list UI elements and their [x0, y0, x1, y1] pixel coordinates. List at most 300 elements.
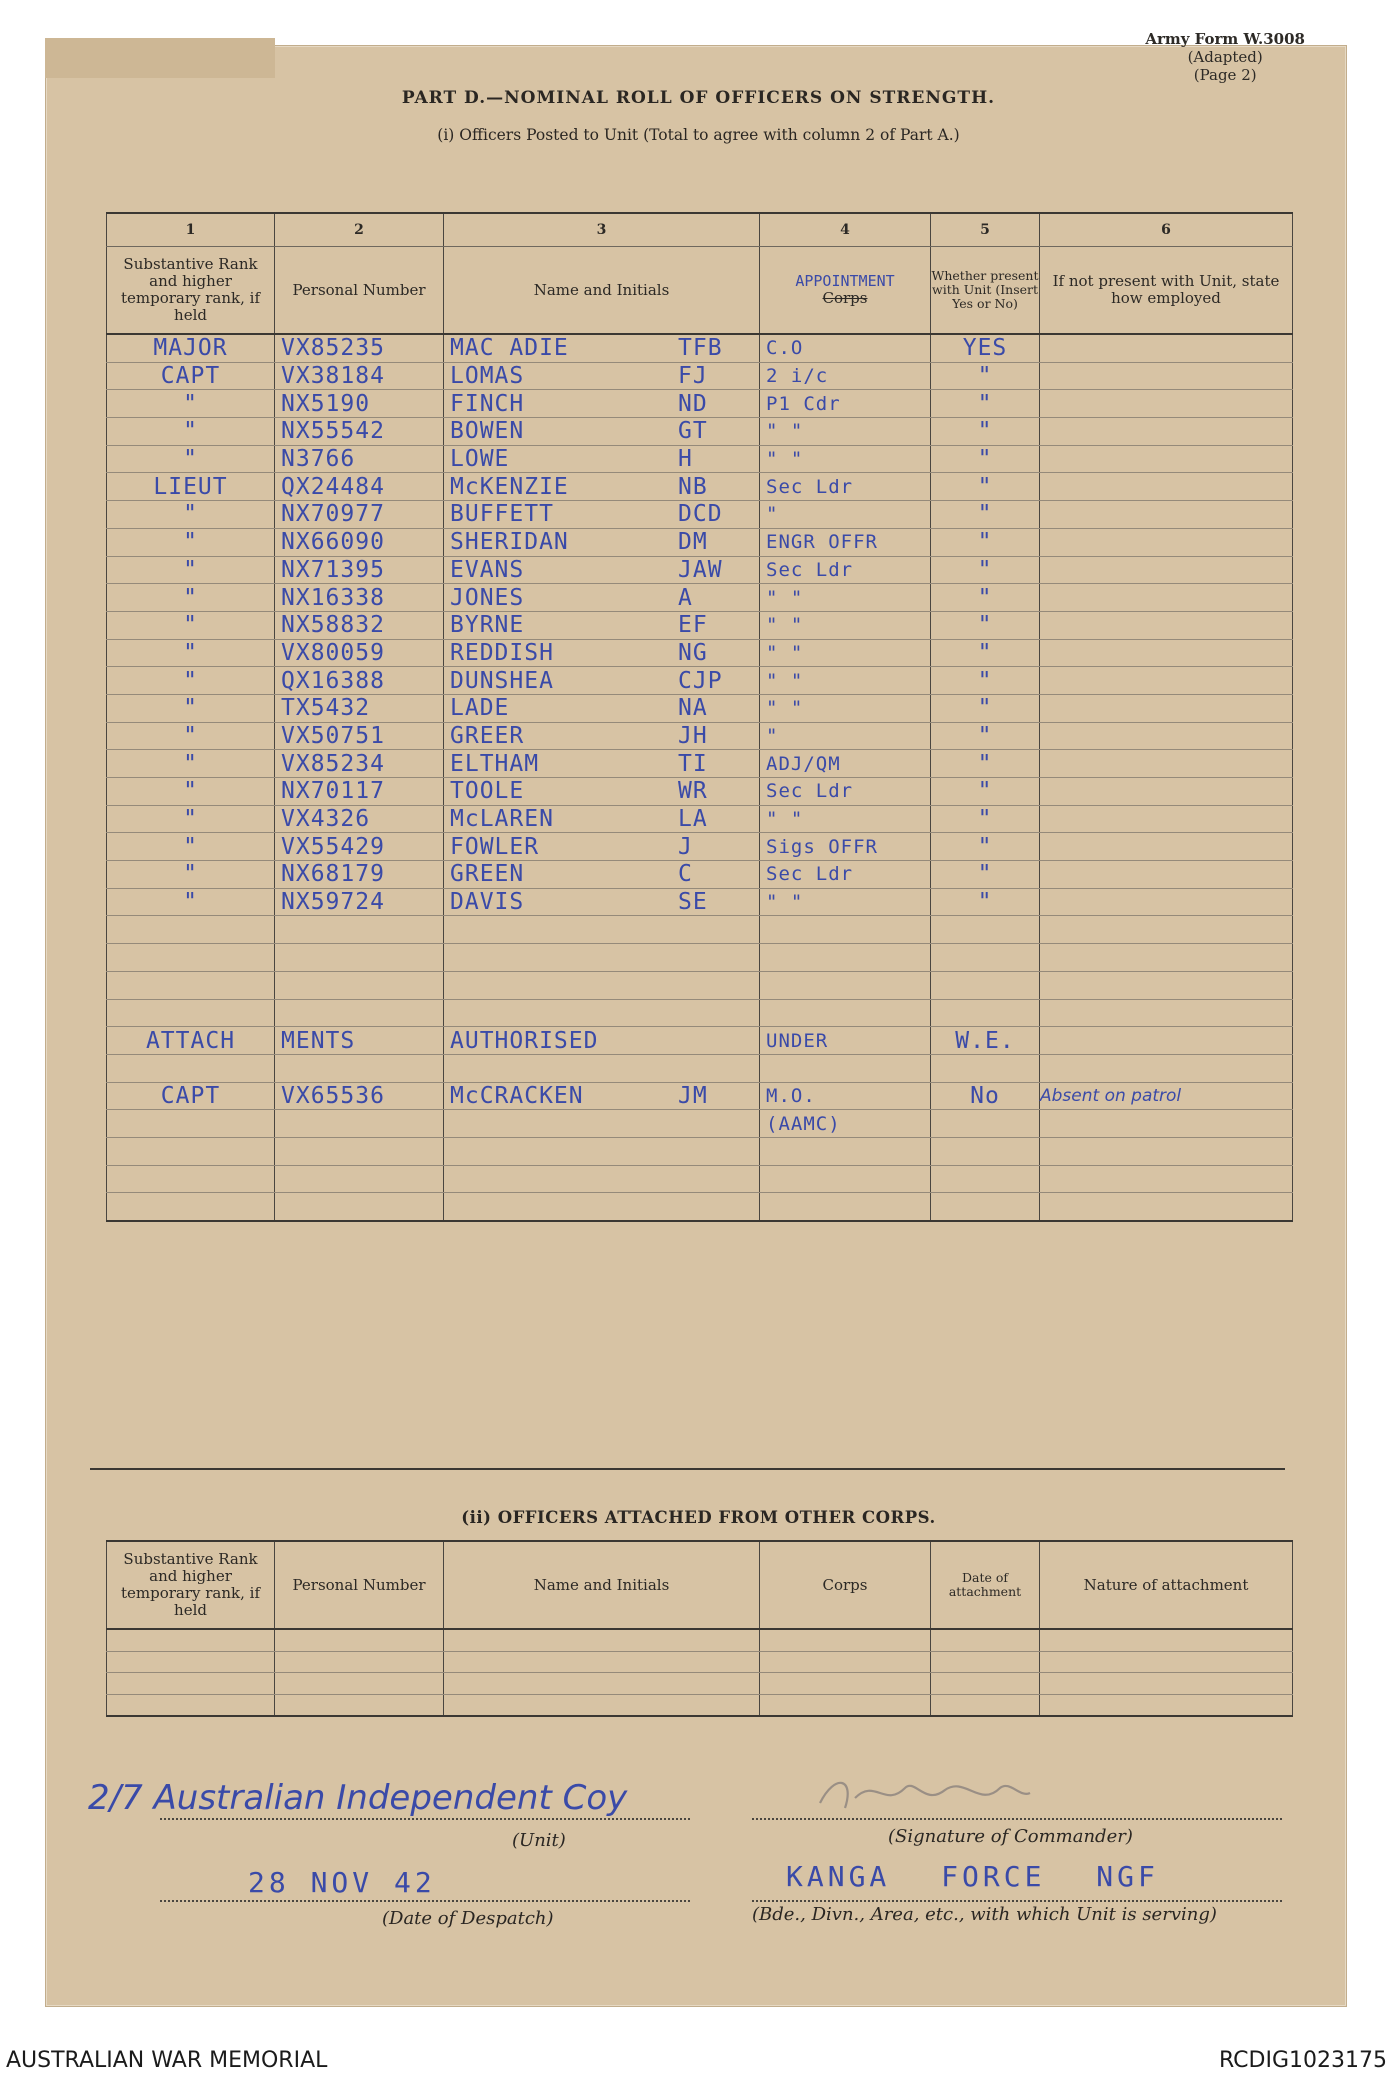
employed-cell: [1040, 473, 1293, 501]
name-value: BOWEN: [450, 418, 525, 445]
corps-cell: ": [760, 722, 931, 750]
corps-cell: " ": [760, 639, 931, 667]
employed-cell: [1040, 722, 1293, 750]
col-header-personal-number: Personal Number: [275, 247, 444, 335]
employed-cell: [1040, 861, 1293, 889]
rank-cell: [107, 1193, 275, 1221]
corps-cell: [760, 1165, 931, 1193]
employed-cell: [1040, 501, 1293, 529]
number-cell: NX70977: [275, 501, 444, 529]
table-row: [107, 750, 1293, 778]
employed-cell: [1040, 999, 1293, 1027]
name-cell: [444, 1110, 760, 1138]
employed-cell: [1040, 1137, 1293, 1165]
name-cell: [444, 584, 760, 612]
name-cell: [444, 1082, 760, 1110]
initials-value: J: [678, 833, 693, 860]
present-cell: ": [931, 888, 1040, 916]
rank-cell: ": [107, 390, 275, 418]
table-row: [107, 528, 1293, 556]
name-value: BYRNE: [450, 612, 525, 639]
col-number-6: 6: [1040, 213, 1293, 247]
initials-value: TFB: [678, 335, 723, 362]
name-cell: [444, 722, 760, 750]
number-cell: VX80059: [275, 639, 444, 667]
present-cell: [931, 1054, 1040, 1082]
name-cell: [444, 888, 760, 916]
corps-cell: Sec Ldr: [760, 861, 931, 889]
initials-value: DM: [678, 529, 708, 556]
present-cell: ": [931, 584, 1040, 612]
name-cell: [444, 362, 760, 390]
corps-cell: [760, 1137, 931, 1165]
date-dotted-line: [160, 1900, 690, 1902]
employed-cell: [1040, 584, 1293, 612]
officers-posted-table: [106, 212, 1293, 1222]
name-cell: [444, 750, 760, 778]
rank-cell: ": [107, 833, 275, 861]
present-cell: ": [931, 473, 1040, 501]
formation-caption: (Bde., Divn., Area, etc., with which Unit is serving): [752, 1904, 1217, 1925]
corps-cell: [760, 1193, 931, 1221]
corps-cell: " ": [760, 888, 931, 916]
number-cell: [275, 1110, 444, 1138]
employed-cell: [1040, 556, 1293, 584]
rank-cell: ATTACH: [107, 1027, 275, 1055]
name-value: EVANS: [450, 556, 525, 583]
credit-left: AUSTRALIAN WAR MEMORIAL: [6, 2048, 328, 2073]
employed-cell: [1040, 639, 1293, 667]
present-cell: ": [931, 833, 1040, 861]
name-value: BUFFETT: [450, 501, 554, 528]
att-header-name: Name and Initials: [444, 1541, 760, 1629]
rank-cell: ": [107, 888, 275, 916]
employed-cell: [1040, 528, 1293, 556]
table-row: [107, 1027, 1293, 1055]
table-row: [107, 418, 1293, 446]
table-row: [107, 833, 1293, 861]
col-header-name: Name and Initials: [444, 247, 760, 335]
table-row: [107, 888, 1293, 916]
unit-caption: (Unit): [512, 1830, 566, 1851]
corps-cell: ": [760, 501, 931, 529]
form-page: (Page 2): [1193, 66, 1257, 84]
name-cell: [444, 418, 760, 446]
name-value: SHERIDAN: [450, 529, 569, 556]
rank-cell: ": [107, 861, 275, 889]
name-value: GREER: [450, 722, 525, 749]
rank-cell: ": [107, 418, 275, 446]
initials-value: H: [678, 446, 693, 473]
initials-value: TI: [678, 750, 708, 777]
corps-cell: [760, 971, 931, 999]
number-cell: NX5190: [275, 390, 444, 418]
rank-cell: [107, 971, 275, 999]
table-row: [107, 861, 1293, 889]
attached-title: (ii) OFFICERS ATTACHED FROM OTHER CORPS.: [461, 1508, 936, 1527]
present-cell: ": [931, 556, 1040, 584]
employed-cell: [1040, 888, 1293, 916]
rank-cell: ": [107, 694, 275, 722]
commander-signature: [815, 1768, 1035, 1818]
name-cell: [444, 971, 760, 999]
initials-value: JAW: [678, 556, 723, 583]
table-row: [107, 1165, 1293, 1193]
name-value: JONES: [450, 584, 525, 611]
name-value: ELTHAM: [450, 750, 540, 777]
table-row: [107, 1137, 1293, 1165]
name-value: FOWLER: [450, 833, 540, 860]
number-cell: QX16388: [275, 667, 444, 695]
corps-cell: [760, 999, 931, 1027]
name-cell: [444, 667, 760, 695]
initials-value: A: [678, 584, 693, 611]
number-cell: VX50751: [275, 722, 444, 750]
corps-cell: Sigs OFFR: [760, 833, 931, 861]
att-header-nature: Nature of attachment: [1040, 1541, 1293, 1629]
name-value: GREEN: [450, 861, 525, 888]
rank-cell: ": [107, 528, 275, 556]
present-cell: YES: [931, 334, 1040, 362]
employed-cell: [1040, 778, 1293, 806]
table-row: [107, 473, 1293, 501]
employed-cell: [1040, 750, 1293, 778]
rank-cell: CAPT: [107, 362, 275, 390]
table-row: [107, 501, 1293, 529]
name-cell: [444, 639, 760, 667]
present-cell: [931, 1193, 1040, 1221]
present-cell: [931, 999, 1040, 1027]
employed-cell: [1040, 1054, 1293, 1082]
employed-cell: [1040, 1110, 1293, 1138]
col-header-rank: Substantive Rank and higher temporary rank, if held: [107, 247, 275, 335]
name-cell: [444, 473, 760, 501]
table-row: [107, 334, 1293, 362]
rank-cell: ": [107, 778, 275, 806]
number-cell: [275, 1193, 444, 1221]
name-value: DAVIS: [450, 889, 525, 916]
table-row: [107, 778, 1293, 806]
present-cell: ": [931, 639, 1040, 667]
col-number-1: 1: [107, 213, 275, 247]
number-cell: [275, 971, 444, 999]
rank-cell: ": [107, 445, 275, 473]
date-caption: (Date of Despatch): [382, 1908, 554, 1929]
name-cell: [444, 1137, 760, 1165]
form-adapted: (Adapted): [1187, 48, 1263, 66]
present-cell: ": [931, 528, 1040, 556]
present-cell: ": [931, 694, 1040, 722]
col-number-2: 2: [275, 213, 444, 247]
corps-cell: " ": [760, 584, 931, 612]
name-cell: [444, 1054, 760, 1082]
number-cell: [275, 1165, 444, 1193]
present-cell: ": [931, 667, 1040, 695]
initials-value: EF: [678, 612, 708, 639]
appointment-handwritten: APPOINTMENT: [795, 272, 895, 290]
number-cell: NX66090: [275, 528, 444, 556]
table-row: [107, 390, 1293, 418]
name-value: FINCH: [450, 390, 525, 417]
name-cell: [444, 1165, 760, 1193]
name-cell: [444, 944, 760, 972]
rank-cell: [107, 916, 275, 944]
date-value: 28 NOV 42: [248, 1866, 436, 1899]
name-cell: [444, 1193, 760, 1221]
name-cell: [444, 556, 760, 584]
number-cell: NX59724: [275, 888, 444, 916]
name-cell: [444, 390, 760, 418]
rank-cell: [107, 1137, 275, 1165]
table-row: [107, 1054, 1293, 1082]
present-cell: No: [931, 1082, 1040, 1110]
corps-cell: [760, 916, 931, 944]
number-cell: VX55429: [275, 833, 444, 861]
present-cell: ": [931, 501, 1040, 529]
present-cell: ": [931, 778, 1040, 806]
corps-cell: " ": [760, 611, 931, 639]
table-row: [107, 805, 1293, 833]
initials-value: C: [678, 861, 693, 888]
corps-cell: ADJ/QM: [760, 750, 931, 778]
present-cell: ": [931, 750, 1040, 778]
att-header-personal-number: Personal Number: [275, 1541, 444, 1629]
present-cell: [931, 1110, 1040, 1138]
employed-cell: [1040, 1193, 1293, 1221]
name-cell: [444, 916, 760, 944]
initials-value: JM: [678, 1082, 708, 1109]
section-divider: [90, 1468, 1285, 1470]
name-value: McLAREN: [450, 806, 554, 833]
corps-label: Corps: [822, 289, 868, 307]
employed-cell: [1040, 694, 1293, 722]
employed-cell: [1040, 805, 1293, 833]
rank-cell: ": [107, 501, 275, 529]
name-value: MAC ADIE: [450, 335, 569, 362]
rank-cell: ": [107, 667, 275, 695]
number-cell: NX71395: [275, 556, 444, 584]
number-cell: TX5432: [275, 694, 444, 722]
present-cell: [931, 944, 1040, 972]
number-cell: [275, 1137, 444, 1165]
name-cell: [444, 611, 760, 639]
rank-cell: [107, 944, 275, 972]
present-cell: W.E.: [931, 1027, 1040, 1055]
number-cell: NX16338: [275, 584, 444, 612]
officers-attached-table: [106, 1540, 1293, 1717]
present-cell: ": [931, 611, 1040, 639]
number-cell: N3766: [275, 445, 444, 473]
initials-value: WR: [678, 778, 708, 805]
employed-cell: [1040, 362, 1293, 390]
name-cell: [444, 694, 760, 722]
name-value: DUNSHEA: [450, 667, 554, 694]
table-row: [107, 611, 1293, 639]
initials-value: GT: [678, 418, 708, 445]
present-cell: [931, 1165, 1040, 1193]
table-row: [107, 999, 1293, 1027]
corps-cell: UNDER: [760, 1027, 931, 1055]
table-row: [107, 1110, 1293, 1138]
corps-cell: (AAMC): [760, 1110, 931, 1138]
initials-value: JH: [678, 722, 708, 749]
number-cell: VX4326: [275, 805, 444, 833]
present-cell: [931, 1137, 1040, 1165]
corps-cell: [760, 944, 931, 972]
table-row: [107, 556, 1293, 584]
present-cell: [931, 916, 1040, 944]
col-number-3: 3: [444, 213, 760, 247]
employed-cell: [1040, 611, 1293, 639]
number-cell: [275, 916, 444, 944]
rank-cell: ": [107, 584, 275, 612]
signature-dotted-line: [752, 1818, 1282, 1820]
number-cell: VX85234: [275, 750, 444, 778]
att-header-rank: Substantive Rank and higher temporary rank, if held: [107, 1541, 275, 1629]
present-cell: ": [931, 722, 1040, 750]
present-cell: ": [931, 418, 1040, 446]
rank-cell: ": [107, 805, 275, 833]
employed-cell: Absent on patrol: [1040, 1082, 1293, 1110]
rank-cell: LIEUT: [107, 473, 275, 501]
name-value: LOWE: [450, 446, 510, 473]
corps-cell: M.O.: [760, 1082, 931, 1110]
formation-dotted-line: [752, 1900, 1282, 1902]
employed-cell: [1040, 944, 1293, 972]
credit-right: RCDIG1023175: [1218, 2048, 1387, 2073]
rank-cell: [107, 1165, 275, 1193]
employed-cell: [1040, 418, 1293, 446]
col-number-4: 4: [760, 213, 931, 247]
initials-value: LA: [678, 806, 708, 833]
number-cell: NX68179: [275, 861, 444, 889]
corps-cell: C.O: [760, 334, 931, 362]
signature-caption: (Signature of Commander): [888, 1826, 1133, 1847]
torn-edge: [45, 38, 275, 78]
col-header-present: Whether present with Unit (Insert Yes or No): [931, 247, 1040, 335]
present-cell: ": [931, 861, 1040, 889]
form-number: Army Form W.3008: [1145, 30, 1305, 48]
initials-value: FJ: [678, 363, 708, 390]
number-cell: QX24484: [275, 473, 444, 501]
rank-cell: [107, 1110, 275, 1138]
initials-value: NB: [678, 473, 708, 500]
name-cell: [444, 999, 760, 1027]
part-title: PART D.—NOMINAL ROLL OF OFFICERS ON STRENGTH.: [401, 88, 996, 108]
employed-cell: [1040, 1165, 1293, 1193]
table-row: [107, 639, 1293, 667]
present-cell: [931, 971, 1040, 999]
corps-cell: 2 i/c: [760, 362, 931, 390]
initials-value: NG: [678, 639, 708, 666]
name-cell: [444, 861, 760, 889]
section-subtitle: (i) Officers Posted to Unit (Total to agree with column 2 of Part A.): [437, 126, 960, 144]
number-cell: [275, 999, 444, 1027]
employed-cell: [1040, 833, 1293, 861]
name-cell: [444, 334, 760, 362]
name-cell: [444, 528, 760, 556]
corps-cell: ENGR OFFR: [760, 528, 931, 556]
table-row: [107, 722, 1293, 750]
table-row: [107, 667, 1293, 695]
number-cell: NX58832: [275, 611, 444, 639]
employed-cell: [1040, 667, 1293, 695]
name-cell: [444, 833, 760, 861]
initials-value: SE: [678, 889, 708, 916]
number-cell: VX65536: [275, 1082, 444, 1110]
initials-value: CJP: [678, 667, 723, 694]
table-row: [107, 971, 1293, 999]
rank-cell: [107, 999, 275, 1027]
number-cell: NX70117: [275, 778, 444, 806]
present-cell: ": [931, 362, 1040, 390]
rank-cell: [107, 1054, 275, 1082]
col-header-employed: If not present with Unit, state how employed: [1040, 247, 1293, 335]
name-value: McKENZIE: [450, 473, 569, 500]
corps-cell: " ": [760, 418, 931, 446]
employed-cell: [1040, 390, 1293, 418]
att-header-corps: Corps: [760, 1541, 931, 1629]
present-cell: ": [931, 805, 1040, 833]
name-cell: [444, 778, 760, 806]
corps-cell: " ": [760, 805, 931, 833]
employed-cell: [1040, 445, 1293, 473]
corps-cell: [760, 1054, 931, 1082]
employed-cell: [1040, 916, 1293, 944]
corps-cell: Sec Ldr: [760, 556, 931, 584]
rank-cell: CAPT: [107, 1082, 275, 1110]
number-cell: [275, 1054, 444, 1082]
number-cell: VX38184: [275, 362, 444, 390]
name-cell: [444, 501, 760, 529]
rank-cell: ": [107, 639, 275, 667]
number-cell: [275, 944, 444, 972]
number-cell: NX55542: [275, 418, 444, 446]
form-reference: [1145, 30, 1305, 84]
employed-cell: [1040, 971, 1293, 999]
employed-cell: [1040, 334, 1293, 362]
table-row: [107, 694, 1293, 722]
corps-cell: Sec Ldr: [760, 778, 931, 806]
col-header-corps: [760, 247, 931, 335]
table-row: [107, 362, 1293, 390]
rank-cell: ": [107, 611, 275, 639]
name-cell: [444, 1027, 760, 1055]
employed-cell: [1040, 1027, 1293, 1055]
unit-value: 2/7 Australian Independent Coy: [88, 1778, 628, 1818]
rank-cell: ": [107, 556, 275, 584]
corps-cell: " ": [760, 694, 931, 722]
initials-value: DCD: [678, 501, 723, 528]
table-row: [107, 445, 1293, 473]
present-cell: ": [931, 390, 1040, 418]
present-cell: ": [931, 445, 1040, 473]
name-value: McCRACKEN: [450, 1082, 584, 1109]
col-number-5: 5: [931, 213, 1040, 247]
corps-cell: P1 Cdr: [760, 390, 931, 418]
name-value: LADE: [450, 695, 510, 722]
name-value: REDDISH: [450, 639, 554, 666]
initials-value: ND: [678, 390, 708, 417]
rank-cell: MAJOR: [107, 334, 275, 362]
corps-cell: Sec Ldr: [760, 473, 931, 501]
number-cell: VX85235: [275, 334, 444, 362]
table-row: [107, 944, 1293, 972]
table-row: [107, 916, 1293, 944]
rank-cell: ": [107, 722, 275, 750]
initials-value: NA: [678, 695, 708, 722]
rank-cell: ": [107, 750, 275, 778]
